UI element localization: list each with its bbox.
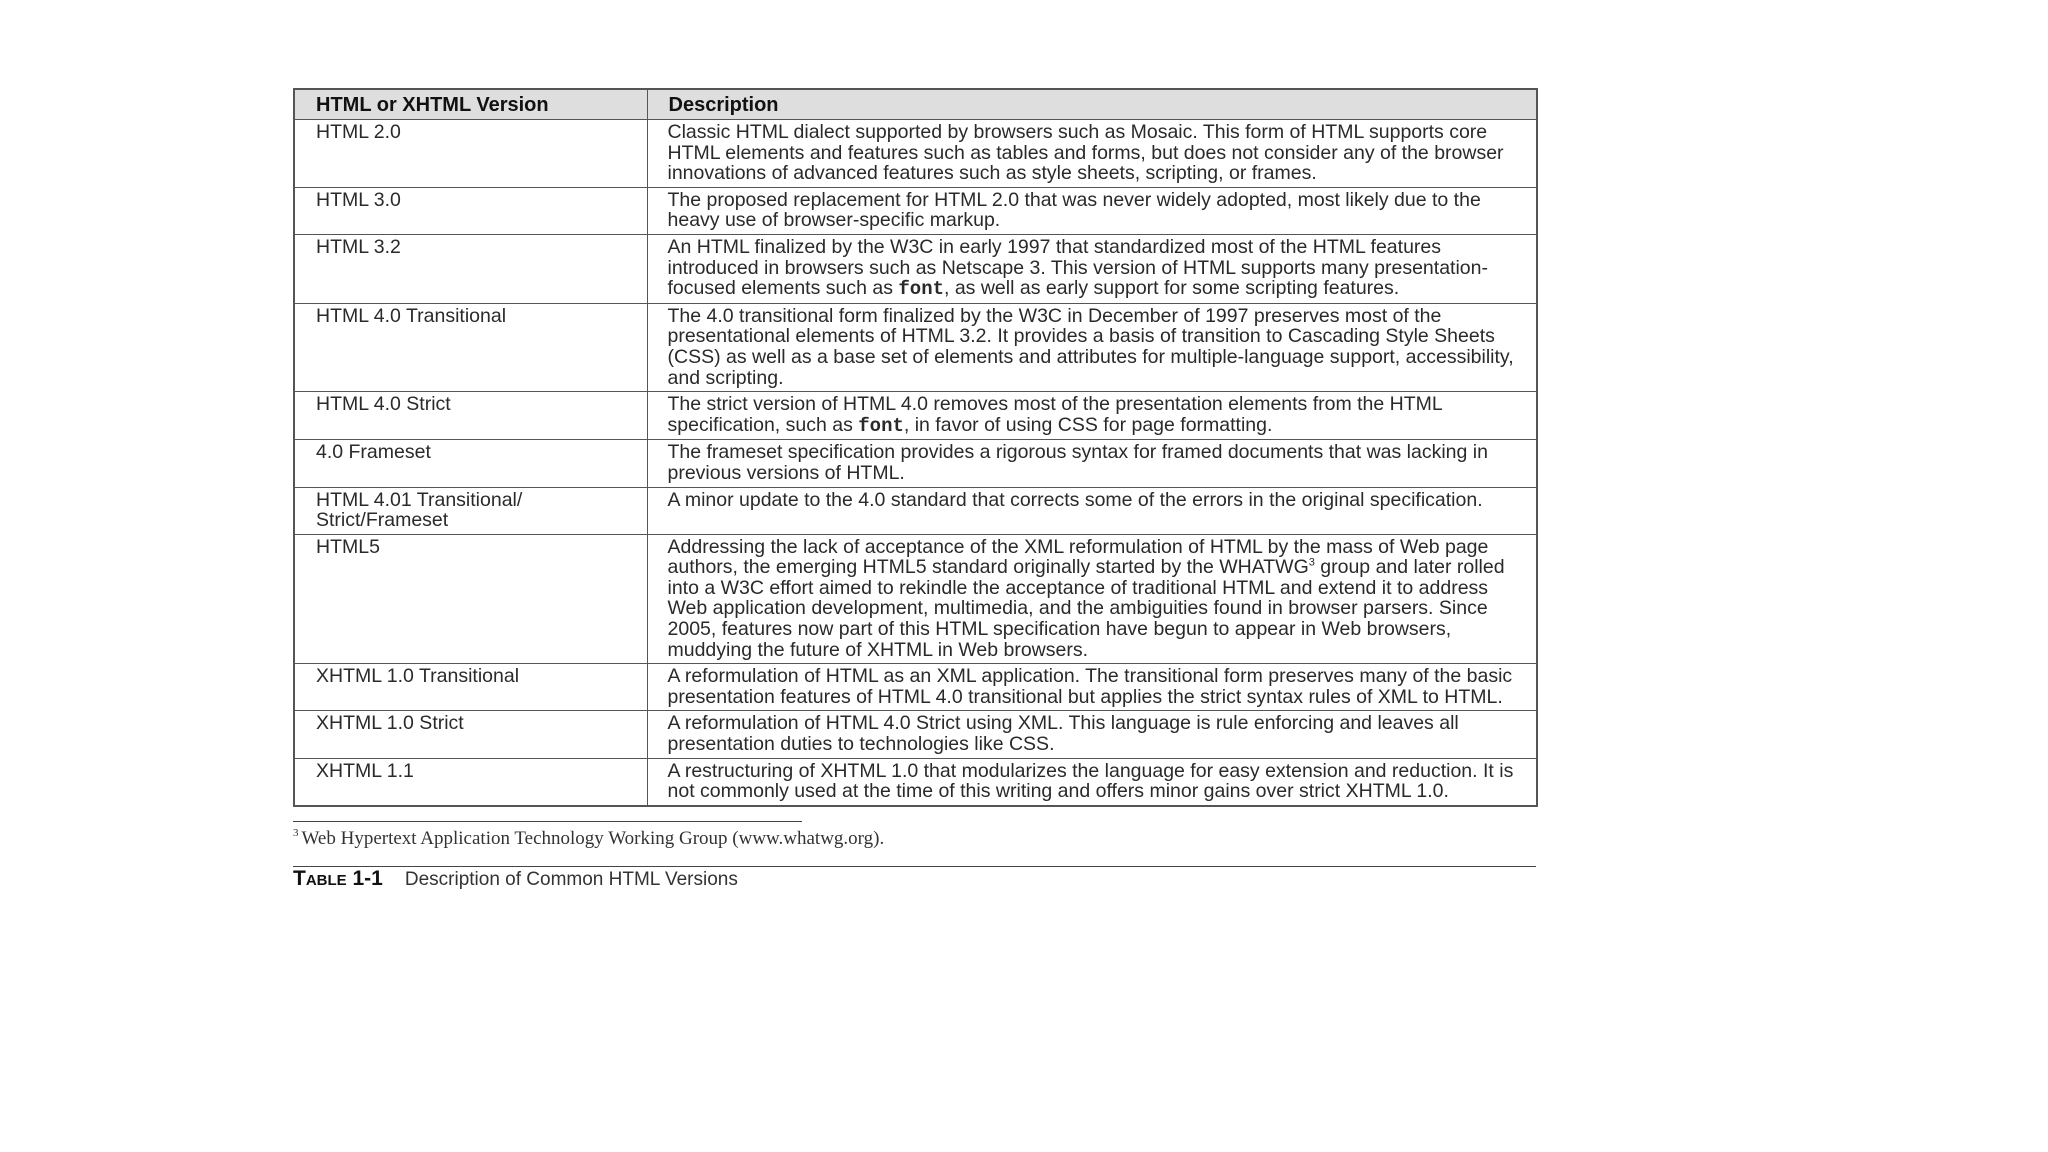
column-header-version: HTML or XHTML Version — [294, 89, 647, 120]
version-cell: XHTML 1.0 Transitional — [294, 664, 647, 711]
footnote-text: Web Hypertext Application Technology Working Group (www.whatwg.org). — [301, 827, 885, 849]
caption-divider — [293, 866, 1536, 867]
description-text: group and later rolled into a W3C effort aimed to rekindle the acceptance of traditional HTML and extend it to address Web application development, multimedia, and the ambiguities found in browser parsers. Since 2005, features now part of this HTML specification have begun to appear in Web browsers, muddying the future of XHTML in Web browsers. — [667, 556, 1505, 661]
version-cell: XHTML 1.0 Strict — [294, 711, 647, 758]
code-font-element: font — [898, 278, 944, 301]
version-cell: HTML 2.0 — [294, 120, 647, 188]
footnote-mark: 3 — [293, 827, 299, 840]
description-text: , as well as early support for some scripting features. — [944, 277, 1400, 300]
version-cell: HTML 4.0 Transitional — [294, 303, 647, 391]
description-cell — [647, 392, 1537, 440]
description-cell — [647, 534, 1537, 664]
description-cell: A reformulation of HTML as an XML application. The transitional form preserves many of the basic presentation features of HTML 4.0 transitional but applies the strict syntax rules of XML to HTML. — [647, 664, 1537, 711]
caption-label: Table 1-1 — [293, 866, 383, 890]
table-row — [294, 758, 1537, 806]
description-text: An HTML finalized by the W3C in early 1997 that standardized most of the HTML features introduced in browsers such as Netscape 3. This version of HTML supports many presentation-focused elements such as — [667, 235, 1488, 300]
table-row — [294, 392, 1537, 440]
html-versions-table — [293, 88, 1538, 807]
table-row — [294, 303, 1537, 391]
version-cell: XHTML 1.1 — [294, 758, 647, 806]
column-header-description: Description — [647, 89, 1537, 120]
table-row — [294, 664, 1537, 711]
description-cell: A minor update to the 4.0 standard that corrects some of the errors in the original specification. — [647, 487, 1537, 534]
footnote-marker: 3 — [1308, 556, 1315, 569]
version-cell: HTML5 — [294, 534, 647, 664]
version-cell: HTML 4.01 Transitional/ Strict/Frameset — [294, 487, 647, 534]
description-text: , in favor of using CSS for page formatting. — [903, 413, 1273, 436]
description-cell — [647, 234, 1537, 303]
document-page — [293, 88, 1536, 891]
description-cell: The proposed replacement for HTML 2.0 that was never widely adopted, most likely due to the heavy use of browser-specific markup. — [647, 187, 1537, 234]
table-row — [294, 711, 1537, 758]
version-cell: HTML 3.0 — [294, 187, 647, 234]
code-font-element: font — [858, 414, 904, 437]
table-caption — [293, 868, 1536, 891]
table-header-row — [294, 89, 1537, 120]
table-row — [294, 234, 1537, 303]
table-row — [294, 440, 1537, 487]
description-cell: Classic HTML dialect supported by browsers such as Mosaic. This form of HTML supports core HTML elements and features such as tables and forms, but does not consider any of the browser innovations of advanced features such as style sheets, scripting, or frames. — [647, 120, 1537, 188]
table-row — [294, 487, 1537, 534]
description-cell: The frameset specification provides a rigorous syntax for framed documents that was lacking in previous versions of HTML. — [647, 440, 1537, 487]
footnote-divider — [293, 821, 802, 822]
table-row — [294, 120, 1537, 188]
description-text: The strict version of HTML 4.0 removes most of the presentation elements from the HTML specification, such as — [667, 393, 1443, 436]
description-cell: A restructuring of XHTML 1.0 that modularizes the language for easy extension and reduction. It is not commonly used at the time of this writing and offers minor gains over strict XHTML 1.0. — [647, 758, 1537, 806]
description-cell: A reformulation of HTML 4.0 Strict using XML. This language is rule enforcing and leaves all presentation duties to technologies like CSS. — [647, 711, 1537, 758]
description-cell: The 4.0 transitional form finalized by the W3C in December of 1997 preserves most of the presentational elements of HTML 3.2. It provides a basis of transition to Cascading Style Sheets (CSS) as well as a base set of elements and attributes for multiple-language support, accessibility, and scripting. — [647, 303, 1537, 391]
table-row — [294, 534, 1537, 664]
footnote — [293, 828, 1536, 850]
caption-text: Description of Common HTML Versions — [404, 868, 738, 890]
table-row — [294, 187, 1537, 234]
version-cell: 4.0 Frameset — [294, 440, 647, 487]
version-cell: HTML 3.2 — [294, 234, 647, 303]
version-cell: HTML 4.0 Strict — [294, 392, 647, 440]
description-text: Addressing the lack of acceptance of the XML reformulation of HTML by the mass of Web page authors, the emerging HTML5 standard originally started by the WHATWG — [667, 535, 1489, 579]
